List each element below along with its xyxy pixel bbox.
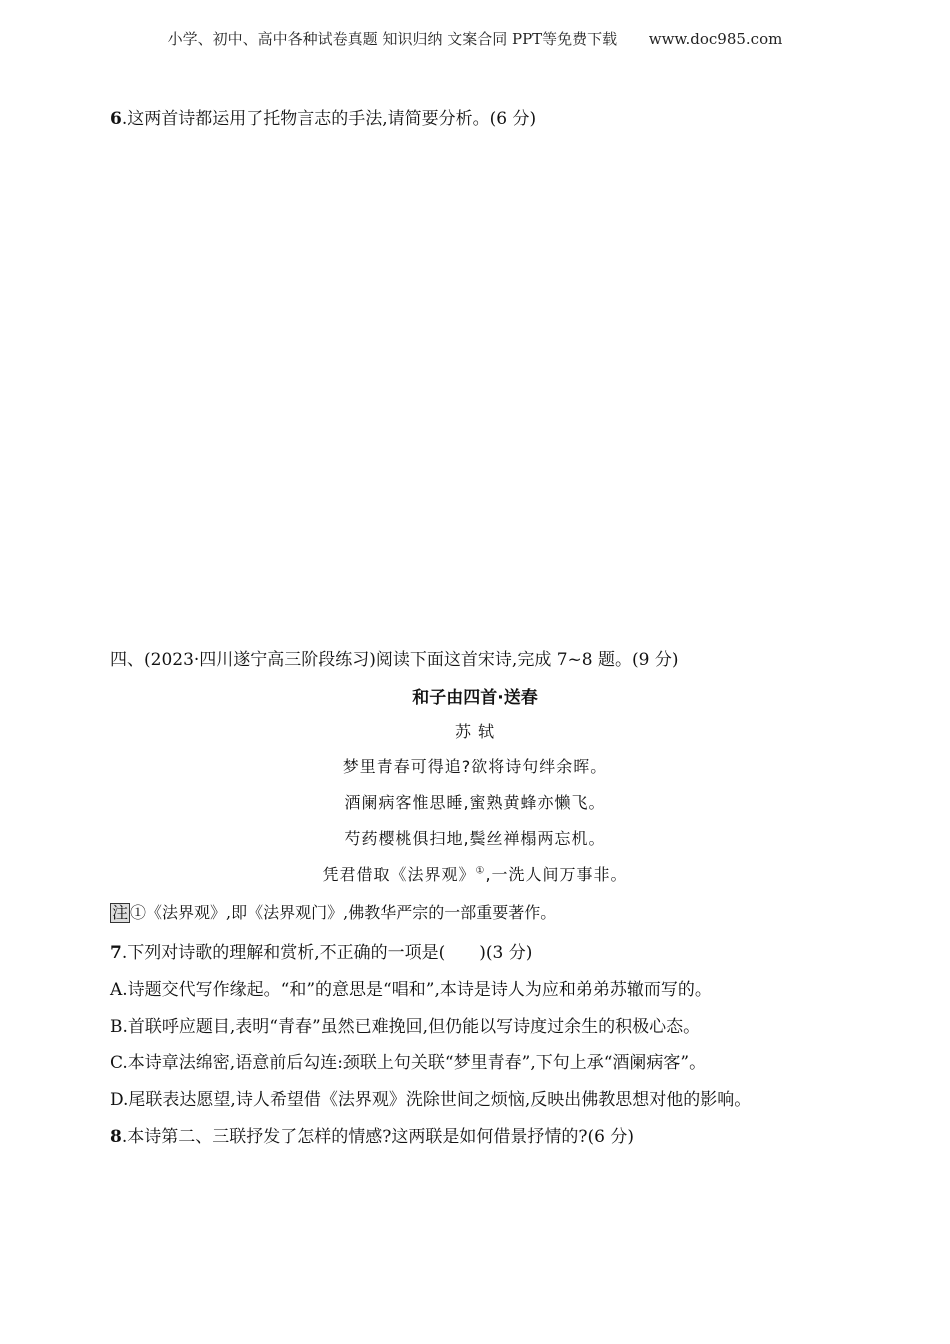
option-c: C.本诗章法绵密,语意前后勾连:颈联上句关联“梦里青春”,下句上承“酒阑病客”。 (110, 1053, 707, 1073)
header-text: 小学、初中、高中各种试卷真题 知识归纳 文案合同 PPT等免费下载 (167, 30, 618, 48)
note-text: ①《法界观》,即《法界观门》,佛教华严宗的一部重要著作。 (130, 903, 557, 922)
poem-author: 苏 轼 (454, 722, 496, 741)
section-4-heading: 四、(2023·四川遂宁高三阶段练习)阅读下面这首宋诗,完成 7~8 题。(9 分) (110, 650, 679, 670)
poem-note (110, 900, 556, 923)
option-a: A.诗题交代写作缘起。“和”的意思是“唱和”,本诗是诗人为应和弟弟苏辙而写的。 (110, 980, 712, 1000)
poem-line-1: 梦里青春可得追?欲将诗句绊余晖。 (342, 757, 608, 776)
poem-line-4 (0, 862, 950, 885)
question-7-text: .下列对诗歌的理解和赏析,不正确的一项是( )(3 分) (121, 943, 533, 963)
question-8 (110, 1122, 634, 1147)
poem-line-3: 芍药樱桃俱扫地,鬓丝禅榻两忘机。 (344, 829, 606, 848)
poem-title: 和子由四首·送春 (412, 688, 538, 708)
option-b: B.首联呼应题目,表明“青春”虽然已难挽回,但仍能以写诗度过余生的积极心态。 (110, 1017, 701, 1037)
page-header (0, 28, 950, 49)
question-6-text: .这两首诗都运用了托物言志的手法,请简要分析。(6 分) (121, 109, 537, 129)
question-8-number: 8 (110, 1127, 122, 1147)
footnote-mark: ① (475, 865, 486, 877)
option-d: D.尾联表达愿望,诗人希望借《法界观》洗除世间之烦恼,反映出佛教思想对他的影响。 (110, 1090, 752, 1110)
question-6 (110, 104, 536, 129)
header-site: www.doc985.com (648, 30, 783, 48)
question-7 (110, 938, 532, 963)
question-7-number: 7 (110, 943, 122, 963)
poem-line-4-end: ,一洗人间万事非。 (485, 865, 628, 884)
poem-line-4-start: 凭君借取《法界观》 (322, 865, 476, 884)
poem-line-2: 酒阑病客惟思睡,蜜熟黄蜂亦懒飞。 (344, 793, 606, 812)
note-mark: 注 (112, 903, 129, 922)
question-8-text: .本诗第二、三联抒发了怎样的情感?这两联是如何借景抒情的?(6 分) (121, 1127, 634, 1147)
question-6-number: 6 (110, 109, 122, 129)
